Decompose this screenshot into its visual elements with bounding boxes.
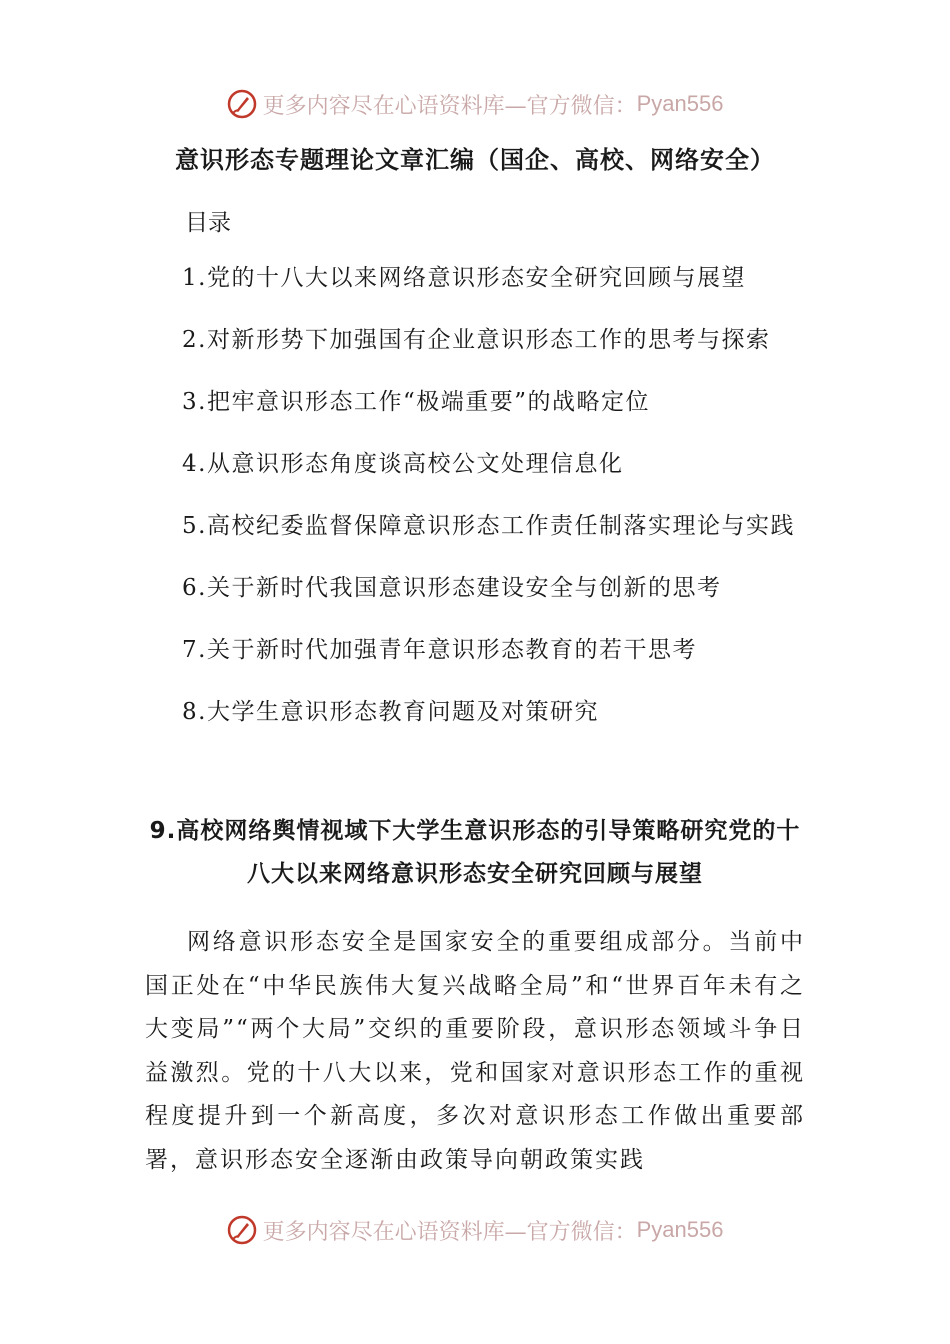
header-watermark-banner (0, 84, 950, 124)
toc-heading: 目录 (185, 210, 231, 236)
footer-watermark-banner (0, 1210, 950, 1250)
banner-wechat-id: Pyan556 (636, 1217, 724, 1242)
toc-item: 8.大学生意识形态教育问题及对策研究 (182, 699, 599, 725)
banner-text: 更多内容尽在心语资料库—官方微信： (262, 1219, 637, 1245)
body-paragraph: 网络意识形态安全是国家安全的重要组成部分。当前中国正处在“中华民族伟大复兴战略全局”和“世界百年未有之大变局”“两个大局”交织的重要阶段，意识形态领域斗争日益激烈。党的十八大以来，党和国家对意识形态工作的重视程度提升到一个新高度，多次对意识形态工作做出重要部署，意识形态安全逐渐由政策导向朝政策实践 (145, 929, 805, 1173)
toc-item: 3.把牢意识形态工作“极端重要”的战略定位 (182, 389, 650, 415)
toc-item: 2.对新形势下加强国有企业意识形态工作的思考与探索 (182, 327, 771, 353)
banner-text: 更多内容尽在心语资料库—官方微信： (262, 93, 637, 119)
toc-item: 7.关于新时代加强青年意识形态教育的若干思考 (182, 637, 697, 663)
document-title: 意识形态专题理论文章汇编（国企、高校、网络安全） (175, 145, 775, 174)
toc-item: 6.关于新时代我国意识形态建设安全与创新的思考 (182, 575, 722, 601)
quill-logo-icon (227, 89, 257, 119)
toc-item: 1.党的十八大以来网络意识形态安全研究回顾与展望 (182, 265, 746, 291)
toc-item: 5.高校纪委监督保障意识形态工作责任制落实理论与实践 (182, 513, 795, 539)
table-of-contents (145, 258, 805, 754)
section-title: 9.高校网络舆情视域下大学生意识形态的引导策略研究党的十八大以来网络意识形态安全研究回顾与展望 (149, 818, 801, 887)
banner-wechat-id: Pyan556 (636, 91, 724, 116)
toc-item: 4.从意识形态角度谈高校公文处理信息化 (182, 451, 624, 477)
quill-logo-icon (227, 1215, 257, 1245)
